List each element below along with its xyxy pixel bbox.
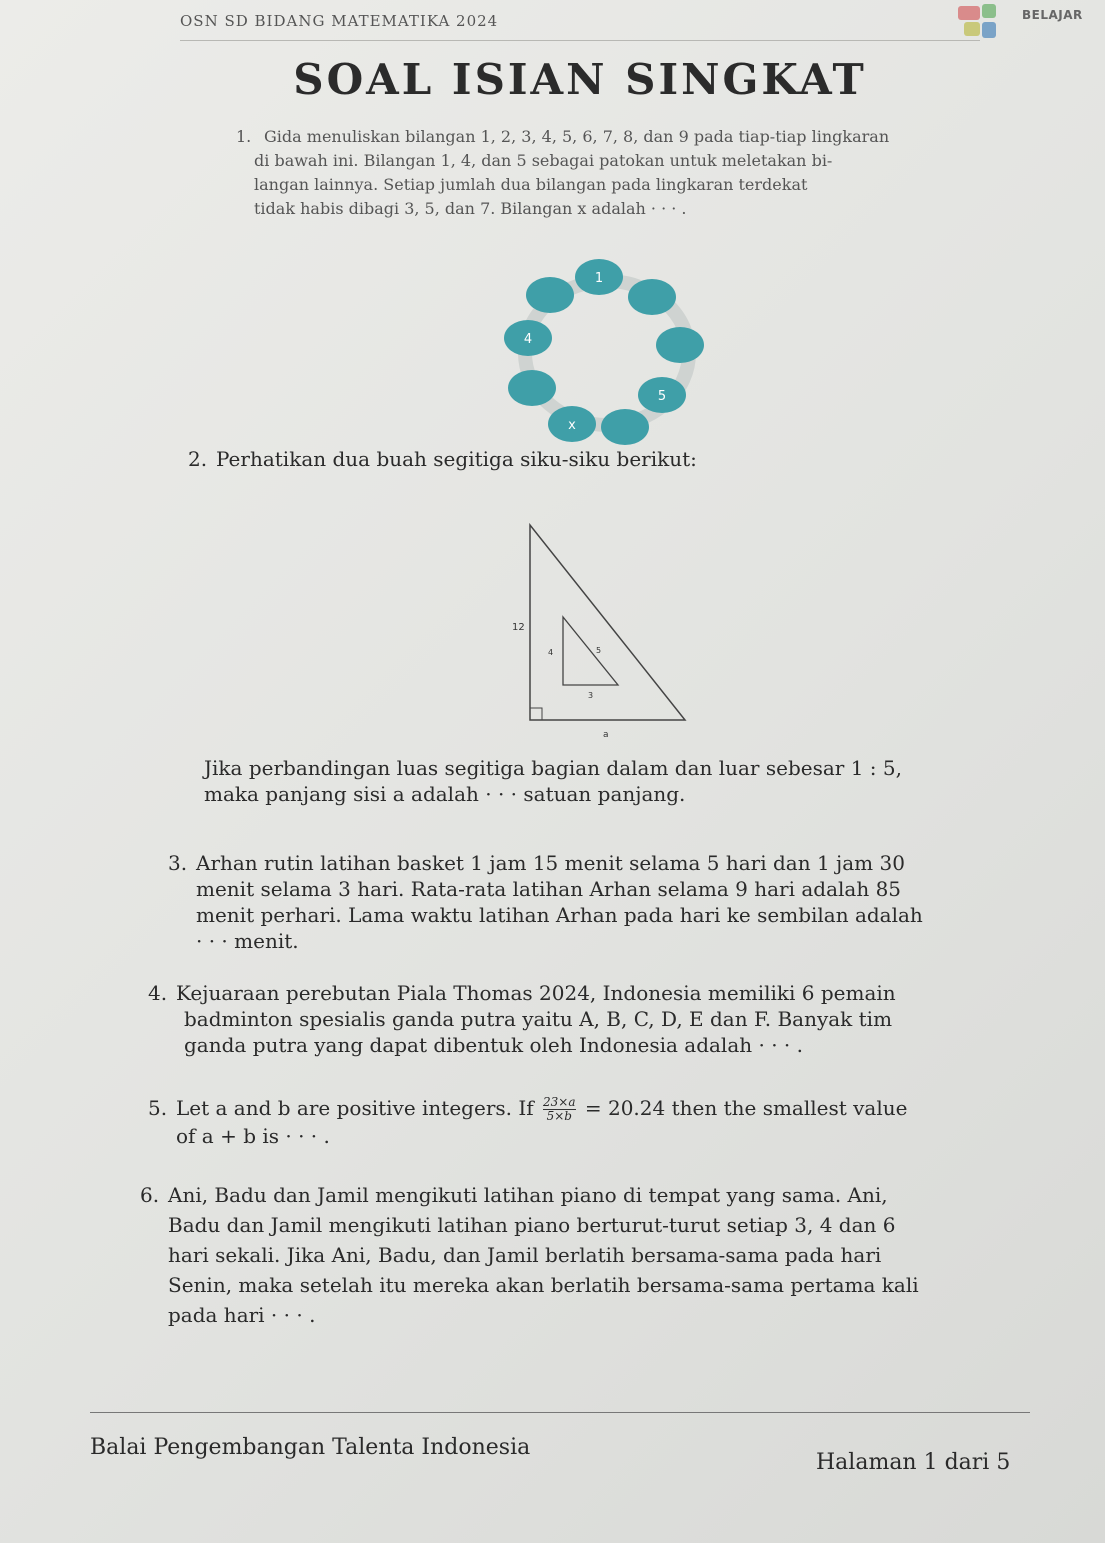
question-5 bbox=[148, 1095, 1018, 1149]
logo-text: BELAJAR bbox=[1022, 8, 1083, 22]
fraction-denominator: 5×b bbox=[543, 1109, 575, 1123]
question-text-line: Kejuaraan perebutan Piala Thomas 2024, Indonesia memiliki 6 pemain bbox=[176, 981, 896, 1005]
ring-circle bbox=[656, 327, 704, 363]
question-text-line: of a + b is · · · . bbox=[176, 1124, 330, 1148]
question-text-line: · · · menit. bbox=[196, 929, 299, 953]
question-number: 1. bbox=[236, 127, 252, 146]
circle-label-5: 5 bbox=[657, 389, 667, 404]
header-divider bbox=[180, 40, 980, 41]
question-4 bbox=[148, 980, 1018, 1058]
question-number: 5. bbox=[148, 1096, 168, 1120]
question-text-line: di bawah ini. Bilangan 1, 4, dan 5 sebagai patokan untuk meletakan bi- bbox=[254, 151, 833, 170]
question-text-line: tidak habis dibagi 3, 5, dan 7. Bilangan x adalah · · · . bbox=[254, 199, 687, 218]
outer-base-label: a bbox=[603, 730, 609, 740]
circle-label-4: 4 bbox=[523, 332, 533, 347]
footer-divider bbox=[90, 1412, 1030, 1413]
fraction-numerator: 23×a bbox=[543, 1095, 576, 1109]
circle-ring-diagram bbox=[495, 255, 715, 450]
circle-label-1: 1 bbox=[594, 271, 604, 286]
question-text: Let a and b are positive integers. If bbox=[176, 1096, 534, 1120]
fraction bbox=[543, 1096, 575, 1123]
question-text-line: langan lainnya. Setiap jumlah dua bilangan pada lingkaran terdekat bbox=[254, 175, 808, 194]
question-text-line: menit perhari. Lama waktu latihan Arhan pada hari ke sembilan adalah bbox=[196, 903, 923, 927]
question-text-line: Badu dan Jamil mengikuti latihan piano berturut-turut setiap 3, 4 dan 6 bbox=[168, 1213, 896, 1237]
question-number: 3. bbox=[168, 851, 188, 875]
question-text: = 20.24 then the smallest value bbox=[584, 1096, 908, 1120]
triangles-diagram bbox=[500, 515, 700, 745]
question-number: 4. bbox=[148, 981, 168, 1005]
footer-institution: Balai Pengembangan Talenta Indonesia bbox=[90, 1435, 531, 1460]
question-2 bbox=[188, 446, 988, 472]
question-3 bbox=[168, 850, 1018, 954]
page-title: SOAL ISIAN SINGKAT bbox=[293, 55, 867, 104]
exam-header: OSN SD BIDANG MATEMATIKA 2024 bbox=[180, 12, 499, 30]
question-2-body bbox=[204, 755, 1004, 807]
question-text-line: Jika perbandingan luas segitiga bagian dalam dan luar sebesar 1 : 5, bbox=[204, 756, 902, 780]
question-text-line: menit selama 3 hari. Rata-rata latihan Arhan selama 9 hari adalah 85 bbox=[196, 877, 902, 901]
question-number: 6. bbox=[140, 1183, 160, 1207]
question-text-line: pada hari · · · . bbox=[168, 1303, 316, 1327]
question-text-line: Perhatikan dua buah segitiga siku-siku berikut: bbox=[216, 447, 697, 471]
question-text-line: Arhan rutin latihan basket 1 jam 15 menit selama 5 hari dan 1 jam 30 bbox=[196, 851, 905, 875]
question-number: 2. bbox=[188, 447, 208, 471]
outer-side-label: 12 bbox=[512, 622, 525, 633]
question-text-line: Gida menuliskan bilangan 1, 2, 3, 4, 5, 6, 7, 8, dan 9 pada tiap-tiap lingkaran bbox=[264, 127, 890, 146]
question-text-line: badminton spesialis ganda putra yaitu A, B, C, D, E dan F. Banyak tim bbox=[184, 1007, 893, 1031]
inner-left-label: 4 bbox=[548, 648, 554, 657]
question-6 bbox=[140, 1180, 1030, 1330]
circle-label-x: x bbox=[568, 418, 576, 433]
ring-circle bbox=[601, 409, 649, 445]
question-text-line: ganda putra yang dapat dibentuk oleh Indonesia adalah · · · . bbox=[184, 1033, 803, 1057]
question-text-line: Senin, maka setelah itu mereka akan berlatih bersama-sama pertama kali bbox=[168, 1273, 919, 1297]
inner-hyp-label: 5 bbox=[596, 646, 602, 655]
footer-page-number: Halaman 1 dari 5 bbox=[816, 1450, 1011, 1475]
question-text-line: Ani, Badu dan Jamil mengikuti latihan piano di tempat yang sama. Ani, bbox=[168, 1183, 888, 1207]
ring-circle bbox=[508, 370, 556, 406]
question-text-line: hari sekali. Jika Ani, Badu, dan Jamil berlatih bersama-sama pada hari bbox=[168, 1243, 882, 1267]
ring-circle bbox=[628, 279, 676, 315]
inner-base-label: 3 bbox=[588, 691, 594, 700]
question-1 bbox=[236, 125, 976, 221]
ring-circle bbox=[526, 277, 574, 313]
question-text-line: maka panjang sisi a adalah · · · satuan panjang. bbox=[204, 782, 686, 806]
